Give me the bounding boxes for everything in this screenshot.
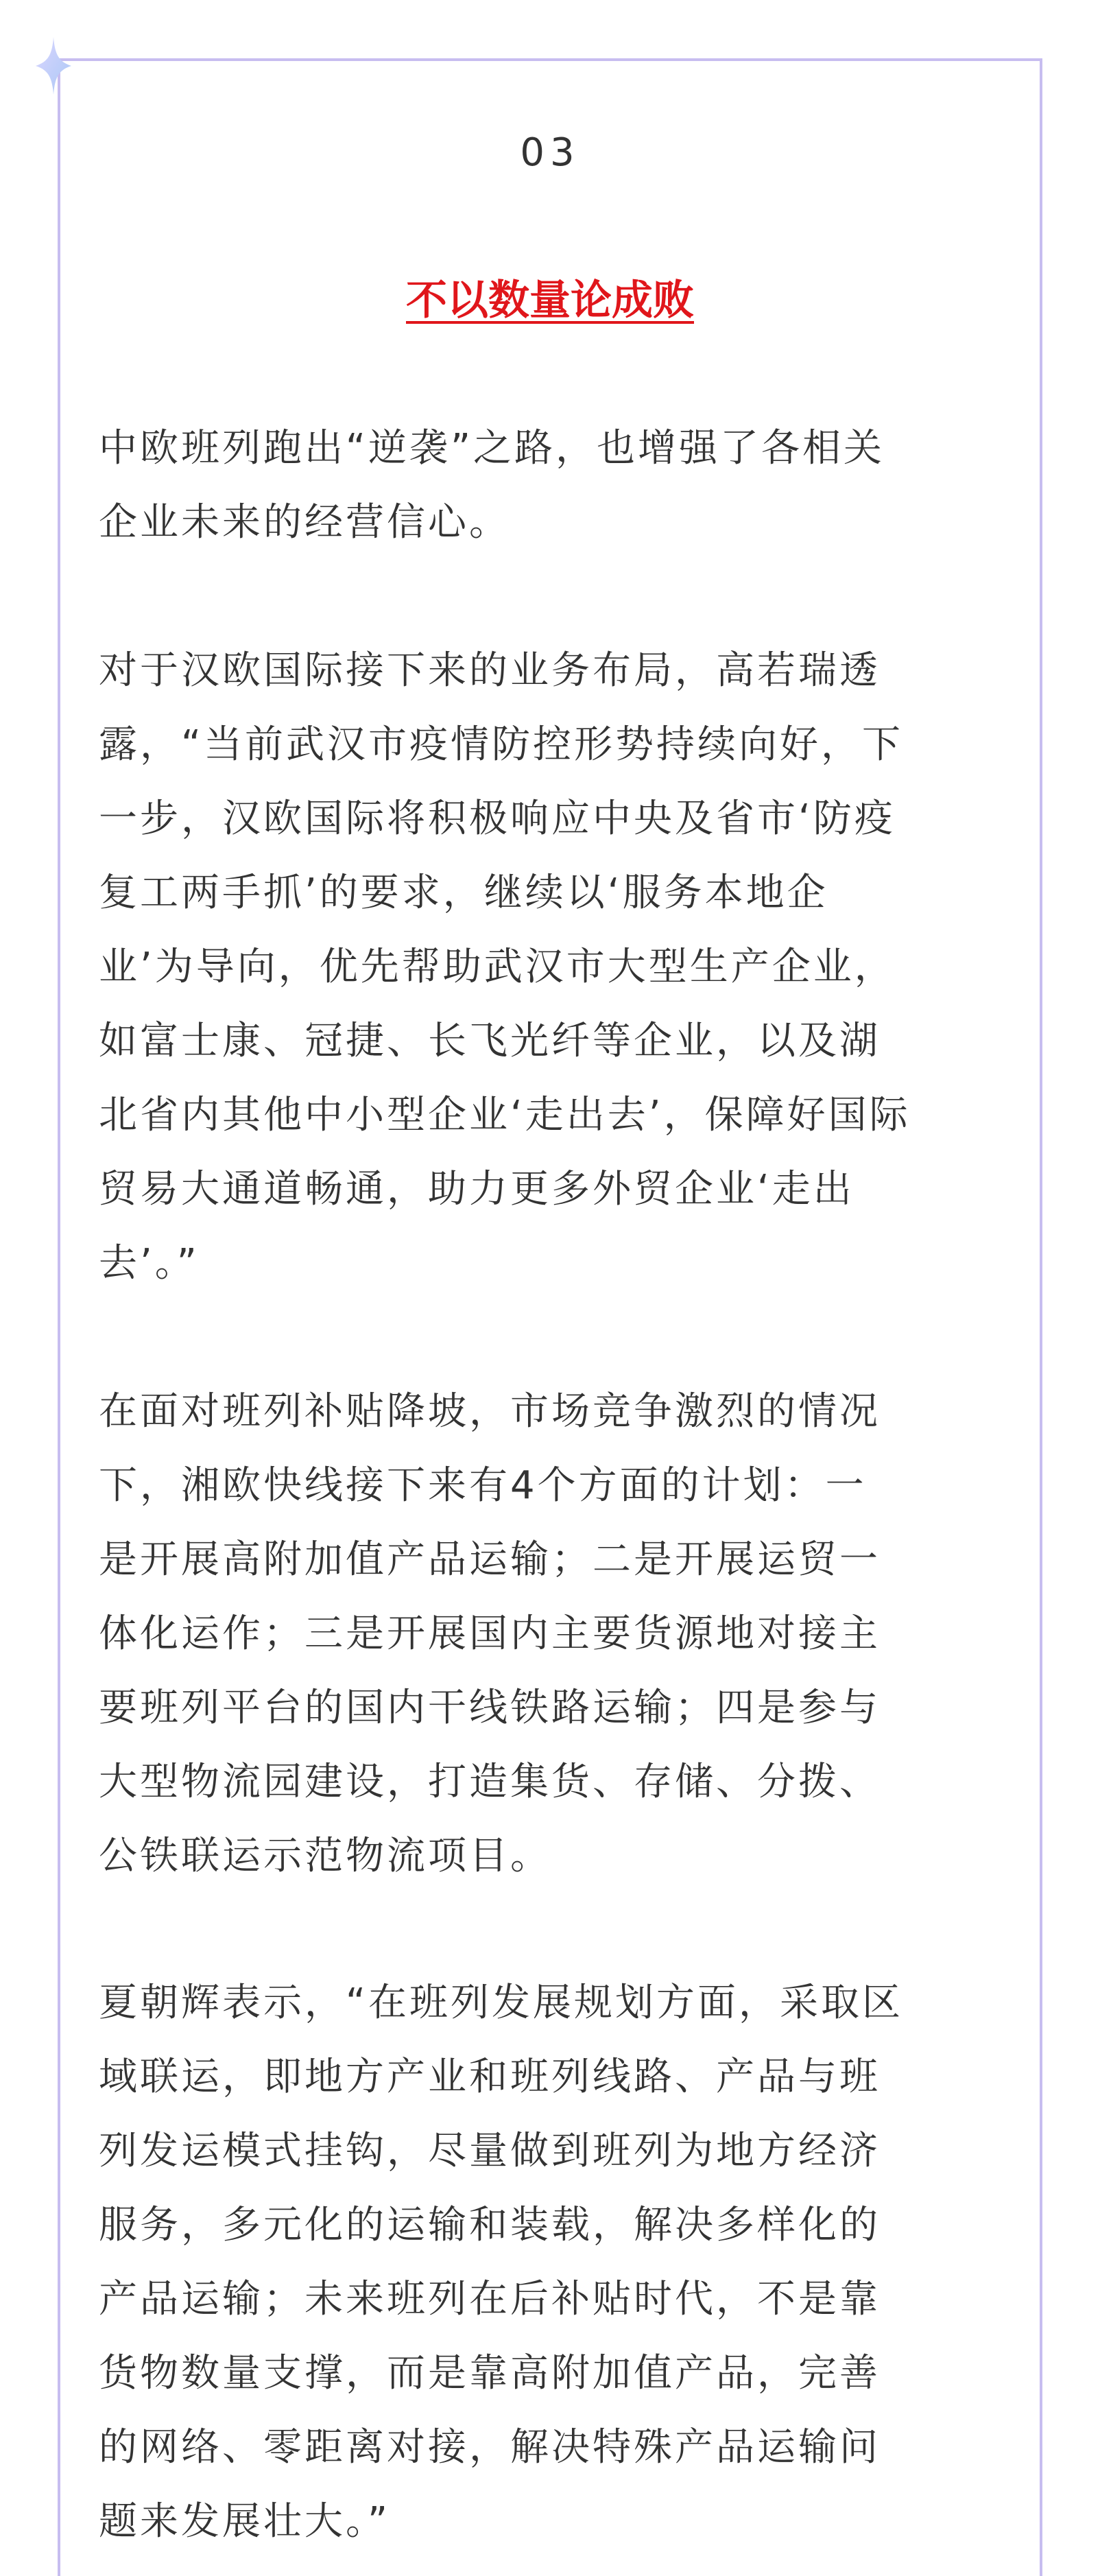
paragraph-line: 服务，多元化的运输和装载，解决多样化的: [99, 2203, 881, 2247]
paragraph-line: 产品运输；未来班列在后补贴时代，不是靠: [99, 2277, 881, 2321]
paragraph-line: 业’为导向，优先帮助武汉市大型生产企业，: [99, 945, 896, 989]
paragraph-line: 对于汉欧国际接下来的业务布局，高若瑞透: [99, 648, 881, 693]
paragraph-3: [99, 1375, 1004, 1893]
paragraph-line: 的网络、零距离对接，解决特殊产品运输问: [99, 2425, 881, 2470]
paragraph-4: [99, 1966, 1004, 2559]
paragraph-line: 公铁联运示范物流项目。: [99, 1834, 551, 1878]
paragraph-2: [99, 634, 1004, 1301]
paragraph-line: 一步，汉欧国际将积极响应中央及省市‘防疫: [99, 796, 896, 841]
paragraph-line: 货物数量支撑，而是靠高附加值产品，完善: [99, 2351, 881, 2396]
paragraph-line: 列发运模式挂钩，尽量做到班列为地方经济: [99, 2129, 881, 2173]
paragraph-line: 去’。”: [99, 1241, 200, 1286]
paragraph-line: 题来发展壮大。”: [99, 2499, 391, 2544]
paragraph-line: 夏朝辉表示，“在班列发展规划方面，采取区: [99, 1981, 904, 2025]
paragraph-line: 域联运，即地方产业和班列线路、产品与班: [99, 2055, 881, 2099]
paragraph-line: 如富士康、冠捷、长飞光纤等企业，以及湖: [99, 1019, 881, 1063]
paragraph-line: 企业未来的经营信心。: [99, 500, 510, 545]
paragraph-line: 复工两手抓’的要求，继续以‘服务本地企: [99, 871, 828, 915]
paragraph-line: 露，“当前武汉市疫情防控形势持续向好，下: [99, 722, 904, 767]
paragraph-line: 在面对班列补贴降坡，市场竞争激烈的情况: [99, 1389, 881, 1434]
paragraph-line: 是开展高附加值产品运输；二是开展运贸一: [99, 1537, 881, 1582]
paragraph-1: [99, 412, 1004, 560]
sparkle-icon: [36, 37, 71, 95]
paragraph-line: 要班列平台的国内干线铁路运输；四是参与: [99, 1686, 881, 1730]
section-title: [0, 273, 1100, 328]
paragraph-line: 中欧班列跑出“逆袭”之路，也增强了各相关: [99, 426, 885, 471]
paragraph-line: 贸易大通道畅通，助力更多外贸企业‘走出: [99, 1167, 854, 1212]
section-title-text: 不以数量论成败: [406, 276, 694, 324]
paragraph-line: 下，湘欧快线接下来有4个方面的计划：一: [99, 1463, 867, 1508]
paragraph-line: 大型物流园建设，打造集货、存储、分拨、: [99, 1760, 881, 1804]
section-number: 03: [520, 130, 580, 175]
paragraph-line: 体化运作；三是开展国内主要货源地对接主: [99, 1611, 881, 1656]
paragraph-line: 北省内其他中小型企业‘走出去’，保障好国际: [99, 1093, 911, 1137]
